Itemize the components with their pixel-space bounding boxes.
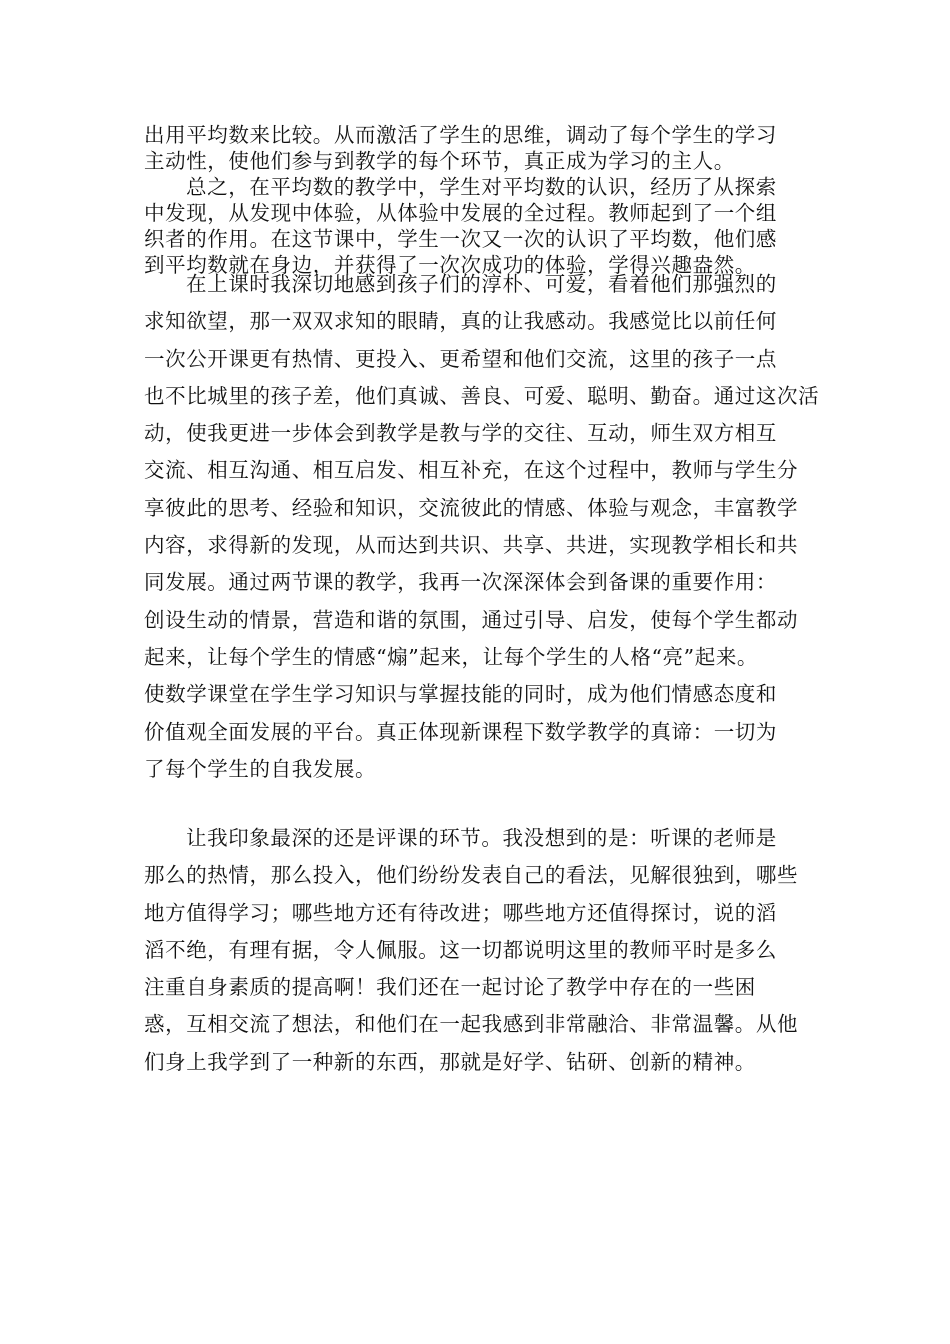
paragraph-line: 动，使我更进一步体会到教学是教与学的交往、互动，师生双方相互: [144, 421, 777, 446]
paragraph-line: 出用平均数来比较。从而激活了学生的思维，调动了每个学生的学习: [144, 123, 777, 147]
text-section-top: [144, 122, 810, 278]
paragraph-first-line: 总之，在平均数的教学中，学生对平均数的认识，经历了从探索: [186, 175, 777, 199]
paragraph-line: 注重自身素质的提高啊！我们还在一起讨论了教学中存在的一些困: [144, 975, 756, 1000]
paragraph-line: 织者的作用。在这节课中，学生一次又一次的认识了平均数，他们感: [144, 227, 777, 251]
paragraph-line: 交流、相互沟通、相互启发、相互补充，在这个过程中，教师与学生分: [144, 458, 799, 483]
paragraph-first-line: 在上课时我深切地感到孩子们的淳朴、可爱，看着他们那强烈的: [186, 272, 777, 296]
paragraph-line: 也不比城里的孩子差，他们真诚、善良、可爱、聪明、勤奋。通过这次活: [144, 383, 820, 408]
paragraph-line: 享彼此的思考、经验和知识，交流彼此的情感、体验与观念，丰富教学: [144, 495, 799, 520]
paragraph-line: 起来，让每个学生的情感“煽”起来，让每个学生的人格“亮”起来。: [144, 644, 759, 669]
paragraph-line: 创设生动的情景，营造和谐的氛围，通过引导、启发，使每个学生都动: [144, 607, 799, 632]
paragraph-line: 们身上我学到了一种新的东西，那就是好学、钻研、创新的精神。: [144, 1049, 756, 1074]
paragraph-line: 一次公开课更有热情、更投入、更希望和他们交流，这里的孩子一点: [144, 346, 777, 371]
text-section-main: [144, 266, 820, 788]
paragraph-first-line: 让我印象最深的还是评课的环节。我没想到的是：听课的老师是: [186, 826, 777, 850]
paragraph-line: 价值观全面发展的平台。真正体现新课程下数学教学的真谛：一切为: [144, 719, 777, 744]
paragraph-line: 滔不绝，有理有据，令人佩服。这一切都说明这里的教师平时是多么: [144, 937, 777, 962]
paragraph-line: 同发展。通过两节课的教学，我再一次深深体会到备课的重要作用：: [144, 570, 777, 595]
paragraph-line: 求知欲望，那一双双求知的眼睛，真的让我感动。我感觉比以前任何: [144, 309, 777, 334]
paragraph-line: 到平均数就在身边，并获得了一次次成功的体验，学得兴趣盎然。: [144, 253, 756, 277]
paragraph-line: 那么的热情，那么投入，他们纷纷发表自己的看法，见解很独到，哪些: [144, 863, 799, 888]
paragraph-line: 内容，求得新的发现，从而达到共识、共享、共进，实现教学相长和共: [144, 533, 799, 558]
paragraph-line: 主动性，使他们参与到教学的每个环节，真正成为学习的主人。: [144, 149, 735, 173]
paragraph-line: 中发现，从发现中体验，从体验中发展的全过程。教师起到了一个组: [144, 201, 777, 225]
paragraph-line: 使数学课堂在学生学习知识与掌握技能的同时，成为他们情感态度和: [144, 682, 777, 707]
paragraph-line: 地方值得学习；哪些地方还有待改进；哪些地方还值得探讨，说的滔: [144, 900, 777, 925]
paragraph-line: 了每个学生的自我发展。: [144, 756, 377, 781]
text-section-last: [144, 820, 810, 1081]
paragraph-line: 惑，互相交流了想法，和他们在一起我感到非常融洽、非常温馨。从他: [144, 1012, 799, 1037]
